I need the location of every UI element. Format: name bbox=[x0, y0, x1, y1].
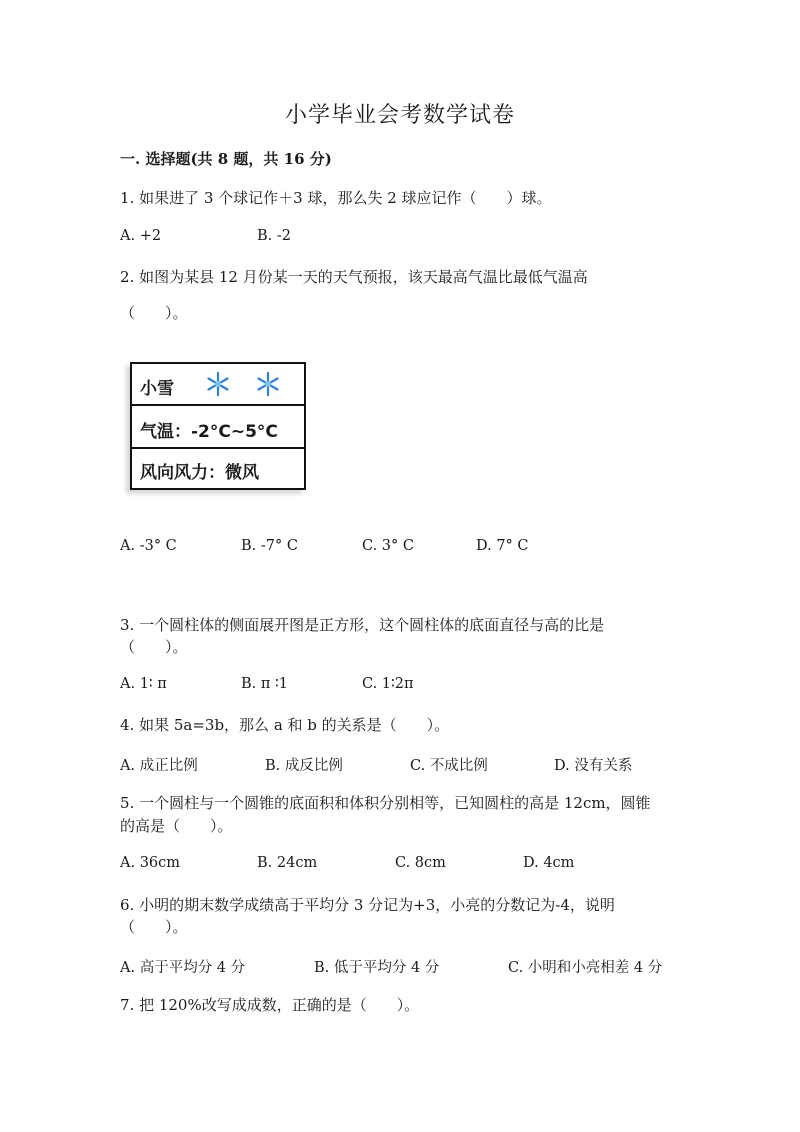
question-3-option-c: C. 1∶2π bbox=[362, 676, 414, 692]
question-1-stem: 1. 如果进了 3 个球记作＋3 球，那么失 2 球应记作（ ）球。 bbox=[120, 189, 552, 207]
question-5-option-b: B. 24cm bbox=[257, 855, 318, 871]
question-1-option-a: A. +2 bbox=[120, 228, 162, 244]
question-2-option-b: B. -7° C bbox=[241, 538, 298, 554]
question-4-option-b: B. 成反比例 bbox=[265, 758, 343, 774]
question-2-stem-cont: （ ）。 bbox=[120, 304, 188, 322]
question-3-option-a: A. 1∶ π bbox=[120, 676, 167, 692]
page-title: 小学毕业会考数学试卷 bbox=[284, 103, 515, 128]
question-4-stem: 4. 如果 5a=3b，那么 a 和 b 的关系是（ ）。 bbox=[120, 716, 450, 734]
question-5-stem: 5. 一个圆柱与一个圆锥的底面积和体积分别相等，已知圆柱的高是 12cm，圆锥 bbox=[120, 794, 651, 812]
question-3-stem: 3. 一个圆柱体的侧面展开图是正方形，这个圆柱体的底面直径与高的比是 bbox=[120, 616, 605, 634]
weather-row-temperature bbox=[132, 406, 304, 449]
question-2-option-d: D. 7° C bbox=[476, 538, 529, 554]
weather-wind-label: 风向风力：微风 bbox=[140, 463, 259, 483]
question-2-stem: 2. 如图为某县 12 月份某一天的天气预报，该天最高气温比最低气温高 bbox=[120, 268, 588, 286]
question-6-option-a: A. 高于平均分 4 分 bbox=[120, 960, 246, 976]
question-4-option-c: C. 不成比例 bbox=[410, 758, 488, 774]
weather-row-condition bbox=[132, 364, 304, 406]
question-3-stem-cont: （ ）。 bbox=[120, 638, 188, 656]
question-1-option-b: B. -2 bbox=[257, 228, 291, 244]
question-6-option-c: C. 小明和小亮相差 4 分 bbox=[508, 960, 663, 976]
question-2-option-a: A. -3° C bbox=[120, 538, 177, 554]
question-6-stem: 6. 小明的期末数学成绩高于平均分 3 分记为+3，小亮的分数记为-4，说明 bbox=[120, 896, 615, 914]
question-6-option-b: B. 低于平均分 4 分 bbox=[314, 960, 440, 976]
weather-condition-label: 小雪 bbox=[140, 379, 174, 399]
question-5-option-c: C. 8cm bbox=[395, 855, 446, 871]
weather-row-wind bbox=[132, 449, 304, 488]
question-5-option-a: A. 36cm bbox=[120, 855, 181, 871]
section-heading: 一. 选择题(共 8 题，共 16 分) bbox=[120, 150, 332, 168]
question-2-option-c: C. 3° C bbox=[362, 538, 414, 554]
question-4-option-d: D. 没有关系 bbox=[554, 758, 633, 774]
question-3-option-b: B. π ∶1 bbox=[241, 676, 289, 692]
question-4-option-a: A. 成正比例 bbox=[120, 758, 198, 774]
snow-icon bbox=[204, 370, 232, 398]
question-6-stem-cont: （ ）。 bbox=[120, 918, 188, 936]
question-5-option-d: D. 4cm bbox=[523, 855, 575, 871]
question-7-stem: 7. 把 120%改写成成数，正确的是（ ）。 bbox=[120, 996, 420, 1014]
weather-forecast-figure bbox=[130, 362, 306, 490]
weather-temperature-label: 气温：-2°C~5°C bbox=[140, 422, 278, 442]
question-5-stem-cont: 的高是（ ）。 bbox=[120, 817, 233, 835]
snow-icon bbox=[254, 370, 282, 398]
